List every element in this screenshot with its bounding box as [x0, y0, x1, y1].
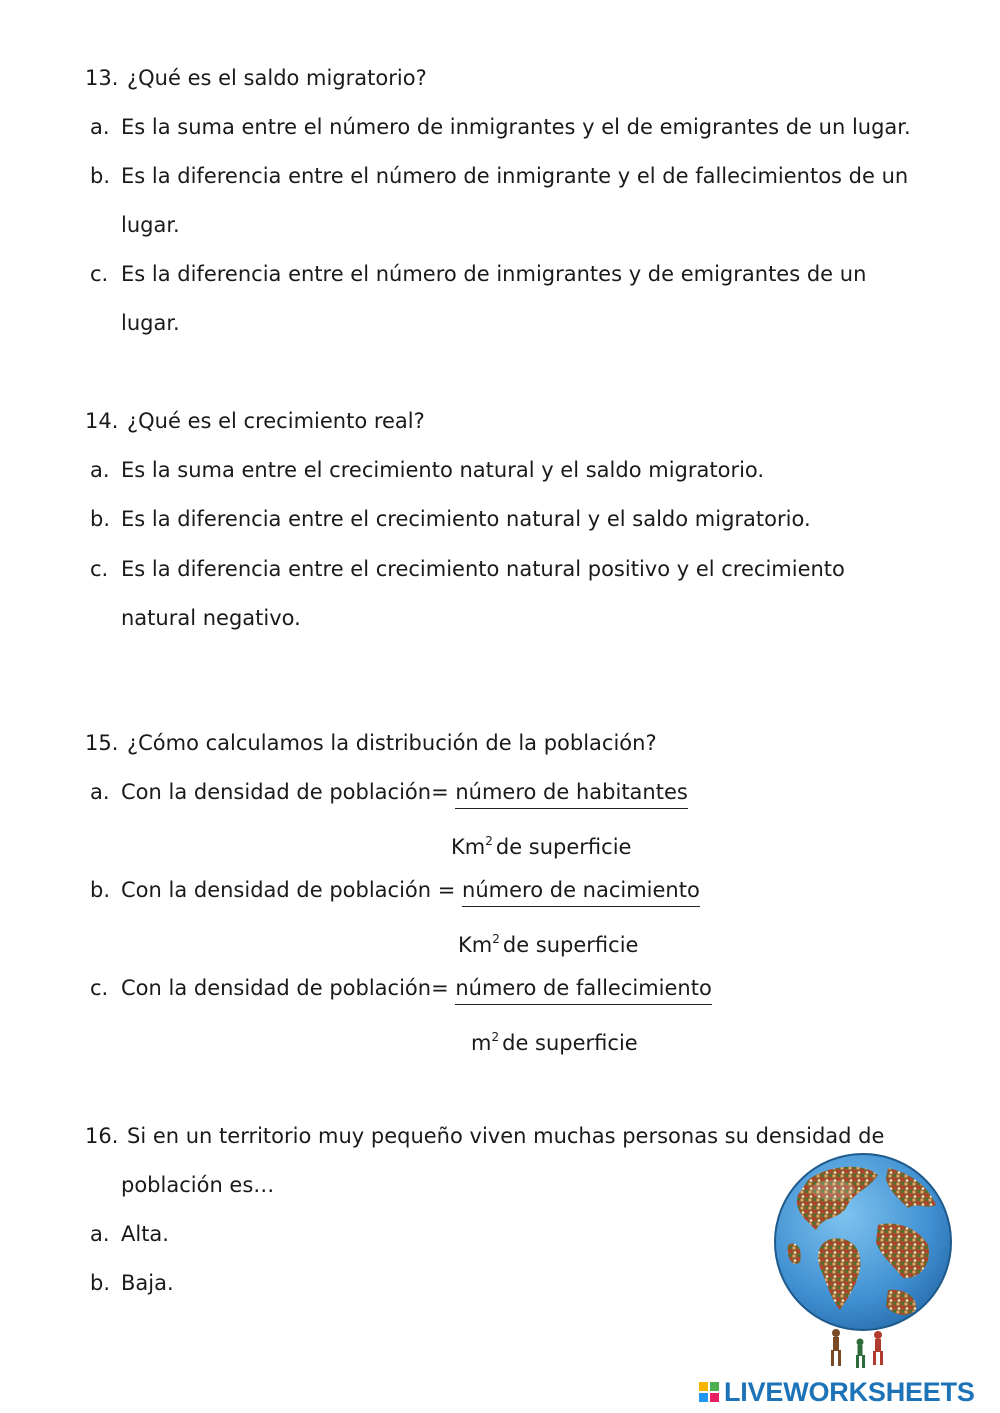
question-15 — [85, 729, 657, 757]
option-16-b[interactable] — [90, 1269, 174, 1297]
option-letter: a. — [90, 780, 110, 804]
option-13-c-continuation: lugar. — [121, 311, 180, 335]
option-text: Es la diferencia entre el crecimiento natural positivo y el crecimiento — [121, 557, 845, 581]
denominator-exponent: 2 — [491, 1030, 500, 1044]
question-text: ¿Cómo calculamos la distribución de la población? — [127, 731, 657, 755]
option-13-b-continuation: lugar. — [121, 213, 180, 237]
denominator-text: de superficie — [495, 835, 632, 859]
option-text: Es la suma entre el número de inmigrantes y el de emigrantes de un lugar. — [121, 115, 911, 139]
denominator-exponent: 2 — [492, 932, 500, 946]
option-16-a[interactable] — [90, 1220, 169, 1248]
option-15-c[interactable] — [90, 974, 712, 1005]
option-14-c-continuation: natural negativo. — [121, 606, 301, 630]
option-14-b[interactable] — [90, 505, 811, 533]
liveworksheets-brand — [699, 1377, 994, 1407]
denominator-unit: Km — [451, 835, 486, 859]
option-14-a[interactable] — [90, 456, 764, 484]
question-16 — [85, 1122, 884, 1150]
question-14 — [85, 407, 425, 435]
option-letter: b. — [90, 878, 111, 902]
option-15-b[interactable] — [90, 876, 700, 907]
option-13-c[interactable] — [90, 260, 866, 288]
option-letter: c. — [90, 262, 109, 286]
fraction-numerator: número de nacimiento — [462, 876, 700, 907]
fraction-numerator: número de fallecimiento — [455, 974, 711, 1005]
option-prefix: Con la densidad de población= — [121, 780, 456, 804]
question-text: Si en un territorio muy pequeño viven muchas personas su densidad de — [127, 1124, 885, 1148]
option-letter: a. — [90, 1222, 110, 1246]
fraction-denominator — [458, 925, 638, 959]
option-text: Baja. — [121, 1271, 174, 1295]
option-14-c[interactable] — [90, 555, 845, 583]
denominator-text: de superficie — [502, 1031, 638, 1055]
denominator-unit: Km — [458, 933, 493, 957]
question-number: 14. — [85, 409, 119, 433]
option-text: Es la diferencia entre el número de inmigrantes y de emigrantes de un — [121, 262, 867, 286]
option-text: Es la suma entre el crecimiento natural y el saldo migratorio. — [121, 458, 765, 482]
option-letter: a. — [90, 115, 110, 139]
denominator-unit: m — [471, 1031, 492, 1055]
option-prefix: Con la densidad de población= — [121, 976, 456, 1000]
question-16-continuation: población es… — [121, 1173, 275, 1197]
option-text: Es la diferencia entre el crecimiento natural y el saldo migratorio. — [121, 507, 811, 531]
option-letter: c. — [90, 557, 109, 581]
option-13-b[interactable] — [90, 162, 908, 190]
option-letter: a. — [90, 458, 110, 482]
option-text: Alta. — [121, 1222, 169, 1246]
brand-text: LIVEWORKSHEETS — [724, 1377, 975, 1407]
question-text: ¿Qué es el saldo migratorio? — [127, 66, 427, 90]
option-13-a[interactable] — [90, 113, 911, 141]
liveworksheets-logo-icon — [699, 1382, 719, 1402]
denominator-exponent: 2 — [485, 834, 493, 848]
option-letter: b. — [90, 164, 111, 188]
option-prefix: Con la densidad de población = — [121, 878, 463, 902]
option-15-a[interactable] — [90, 778, 688, 809]
question-text: ¿Qué es el crecimiento real? — [127, 409, 425, 433]
question-13 — [85, 64, 427, 92]
option-letter: b. — [90, 1271, 111, 1295]
option-letter: b. — [90, 507, 111, 531]
fraction-denominator — [471, 1023, 638, 1057]
fraction-numerator: número de habitantes — [455, 778, 687, 809]
globe-people-icon — [768, 1150, 958, 1375]
option-text: Es la diferencia entre el número de inmigrante y el de fallecimientos de un — [121, 164, 909, 188]
fraction-denominator — [451, 827, 631, 861]
option-letter: c. — [90, 976, 109, 1000]
denominator-text: de superficie — [502, 933, 639, 957]
question-number: 16. — [85, 1124, 119, 1148]
question-number: 13. — [85, 66, 119, 90]
question-number: 15. — [85, 731, 119, 755]
